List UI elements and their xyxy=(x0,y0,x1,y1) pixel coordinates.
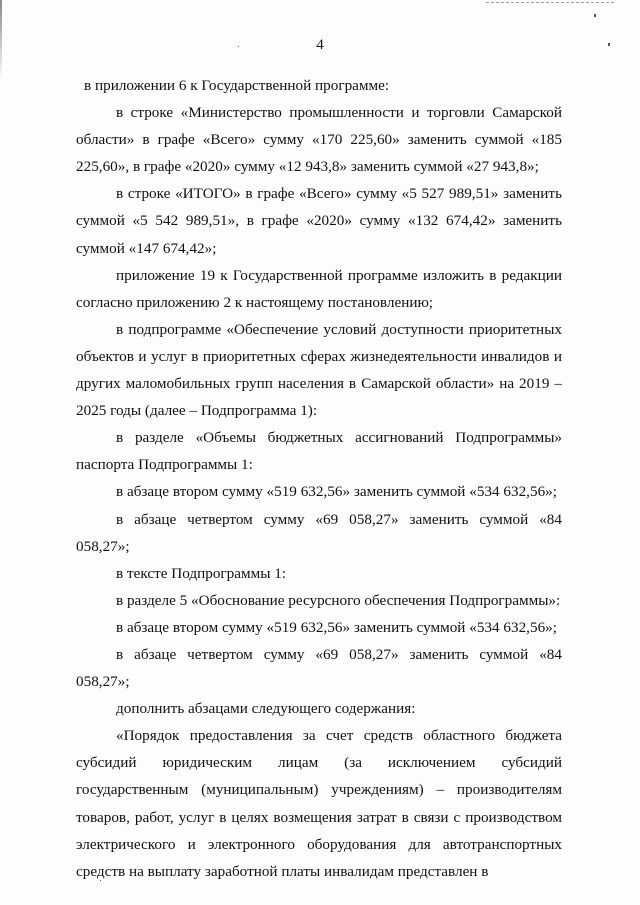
paragraph: в строке «ИТОГО» в графе «Всего» сумму «5 527 989,51» заменить суммой «5 542 989,51», в графе «2020» сумму «132 674,42» заменить суммой «147 674,42»; xyxy=(76,185,562,257)
paragraph: в разделе 5 «Обоснование ресурсного обеспечения Подпрограммы»: xyxy=(116,591,561,609)
paragraph: в абзаце втором сумму «519 632,56» заменить суммой «534 632,56»; xyxy=(116,483,557,501)
scan-top-dash xyxy=(486,2,614,3)
paragraph: в тексте Подпрограммы 1: xyxy=(116,564,287,582)
paragraph: «Порядок предоставления за счет средств областного бюджета субсидий юридическим лицам (за исключением субсидий государственным (муниципальным) учреждениям) – производителям товаров, работ, услуг в целях возмещения затрат в связи с производством электрического и электронного оборудования для автотранспортных средств на выплату заработной платы инвалидам представлен в xyxy=(76,727,562,880)
paragraph: дополнить абзацами следующего содержания: xyxy=(116,700,416,718)
page-number: 4 xyxy=(316,37,324,53)
paragraph: в подпрограмме «Обеспечение условий доступности приоритетных объектов и услуг в приоритетных сферах жизнедеятельности инвалидов и других маломобильных групп населения в Самарской области» на 2019 – 2025 годы (далее – Подпрограмма 1): xyxy=(76,320,562,420)
paragraph: приложение 19 к Государственной программе изложить в редакции согласно приложению 2 к настоящему постановлению; xyxy=(76,266,562,311)
paragraph: в абзаце четвертом сумму «69 058,27» заменить суммой «84 058,27»; xyxy=(76,510,562,555)
scan-speck xyxy=(594,14,596,17)
paragraph: в абзаце втором сумму «519 632,56» заменить суммой «534 632,56»; xyxy=(116,618,557,636)
paragraph: в абзаце четвертом сумму «69 058,27» заменить суммой «84 058,27»; xyxy=(76,645,562,691)
document-body xyxy=(76,72,562,885)
paragraph: в разделе «Объемы бюджетных ассигнований Подпрограммы» паспорта Подпрограммы 1: xyxy=(76,429,562,474)
paragraph: в строке «Министерство промышленности и торговли Самарской области» в графе «Всего» сумму «170 225,60» заменить суммой «185 225,60», в графе «2020» сумму «12 943,8» заменить суммой «27 943,8»; xyxy=(76,104,562,176)
paragraph: в приложении 6 к Государственной программе: xyxy=(84,77,390,94)
